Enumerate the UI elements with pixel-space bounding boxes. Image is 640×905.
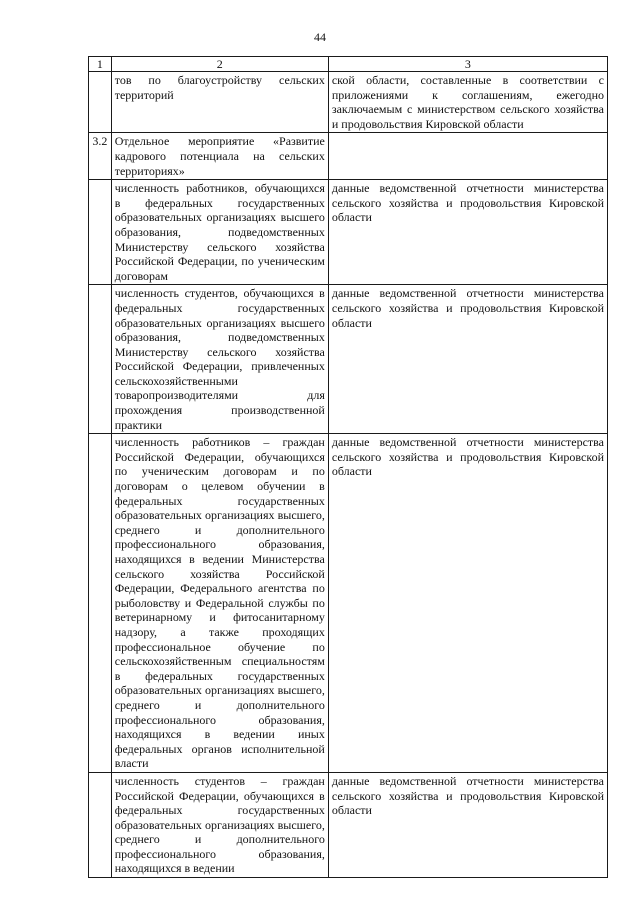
table-row: [89, 72, 608, 133]
indicator-cell: численность работников – граждан Российской Федерации, обучающихся по ученическим договорам и по договорам о целевом обучении в федеральных государственных образовательных организациях высшего, среднего и дополнительного профессионального образования, находящихся в ведении Министерства сельского хозяйства Российской Федерации, Федерального агентства по рыболовству и Федеральной службы по ветеринарному и фитосанитарному надзору, а также проходящих профессиональное обучение по сельскохозяйственным специальностям в федеральных государственных образовательных организациях высшего, среднего и дополнительного профессионального образования, находящихся в ведении иных федеральных органов исполнительной власти: [111, 434, 328, 773]
indicator-cell: численность студентов – граждан Российской Федерации, обучающихся в федеральных государственных образовательных организациях высшего, среднего и дополнительного профессионального образования, находящихся в ведении: [111, 772, 328, 877]
source-cell: [328, 133, 607, 180]
table-row: [89, 285, 608, 434]
table-header-row: [89, 57, 608, 72]
row-number: [89, 434, 112, 773]
page-number: 44: [314, 30, 326, 44]
indicator-cell: численность студентов, обучающихся в федеральных государственных образовательных организациях высшего образования, подведомственных Министерству сельского хозяйства Российской Федерации, привлеченных сельскохозяйственными товаропроизводителями для прохождения производственной практики: [111, 285, 328, 434]
source-cell: ской области, составленные в соответствии с приложениями к соглашениям, ежегодно заключаемым с министерством сельского хозяйства и продовольствия Кировской области: [328, 72, 607, 133]
column-header-1: 1: [89, 57, 112, 72]
source-cell: данные ведомственной отчетности министерства сельского хозяйства и продовольствия Кировской области: [328, 180, 607, 285]
column-header-3: 3: [328, 57, 607, 72]
section-title-cell: Отдельное мероприятие «Развитие кадрового потенциала на сельских территориях»: [111, 133, 328, 180]
table-row: [89, 772, 608, 877]
table-row: [89, 180, 608, 285]
source-cell: данные ведомственной отчетности министерства сельского хозяйства и продовольствия Кировской области: [328, 772, 607, 877]
row-number: [89, 72, 112, 133]
row-number: [89, 180, 112, 285]
source-cell: данные ведомственной отчетности министерства сельского хозяйства и продовольствия Кировской области: [328, 434, 607, 773]
row-number: 3.2: [89, 133, 112, 180]
indicators-table: [88, 56, 608, 878]
table-row: [89, 434, 608, 773]
column-header-2: 2: [111, 57, 328, 72]
indicator-cell: тов по благоустройству сельских территорий: [111, 72, 328, 133]
source-cell: данные ведомственной отчетности министерства сельского хозяйства и продовольствия Кировской области: [328, 285, 607, 434]
indicator-cell: численность работников, обучающихся в федеральных государственных образовательных организациях высшего образования, подведомственных Министерству сельского хозяйства Российской Федерации, по ученическим договорам: [111, 180, 328, 285]
table-row: [89, 133, 608, 180]
row-number: [89, 772, 112, 877]
row-number: [89, 285, 112, 434]
